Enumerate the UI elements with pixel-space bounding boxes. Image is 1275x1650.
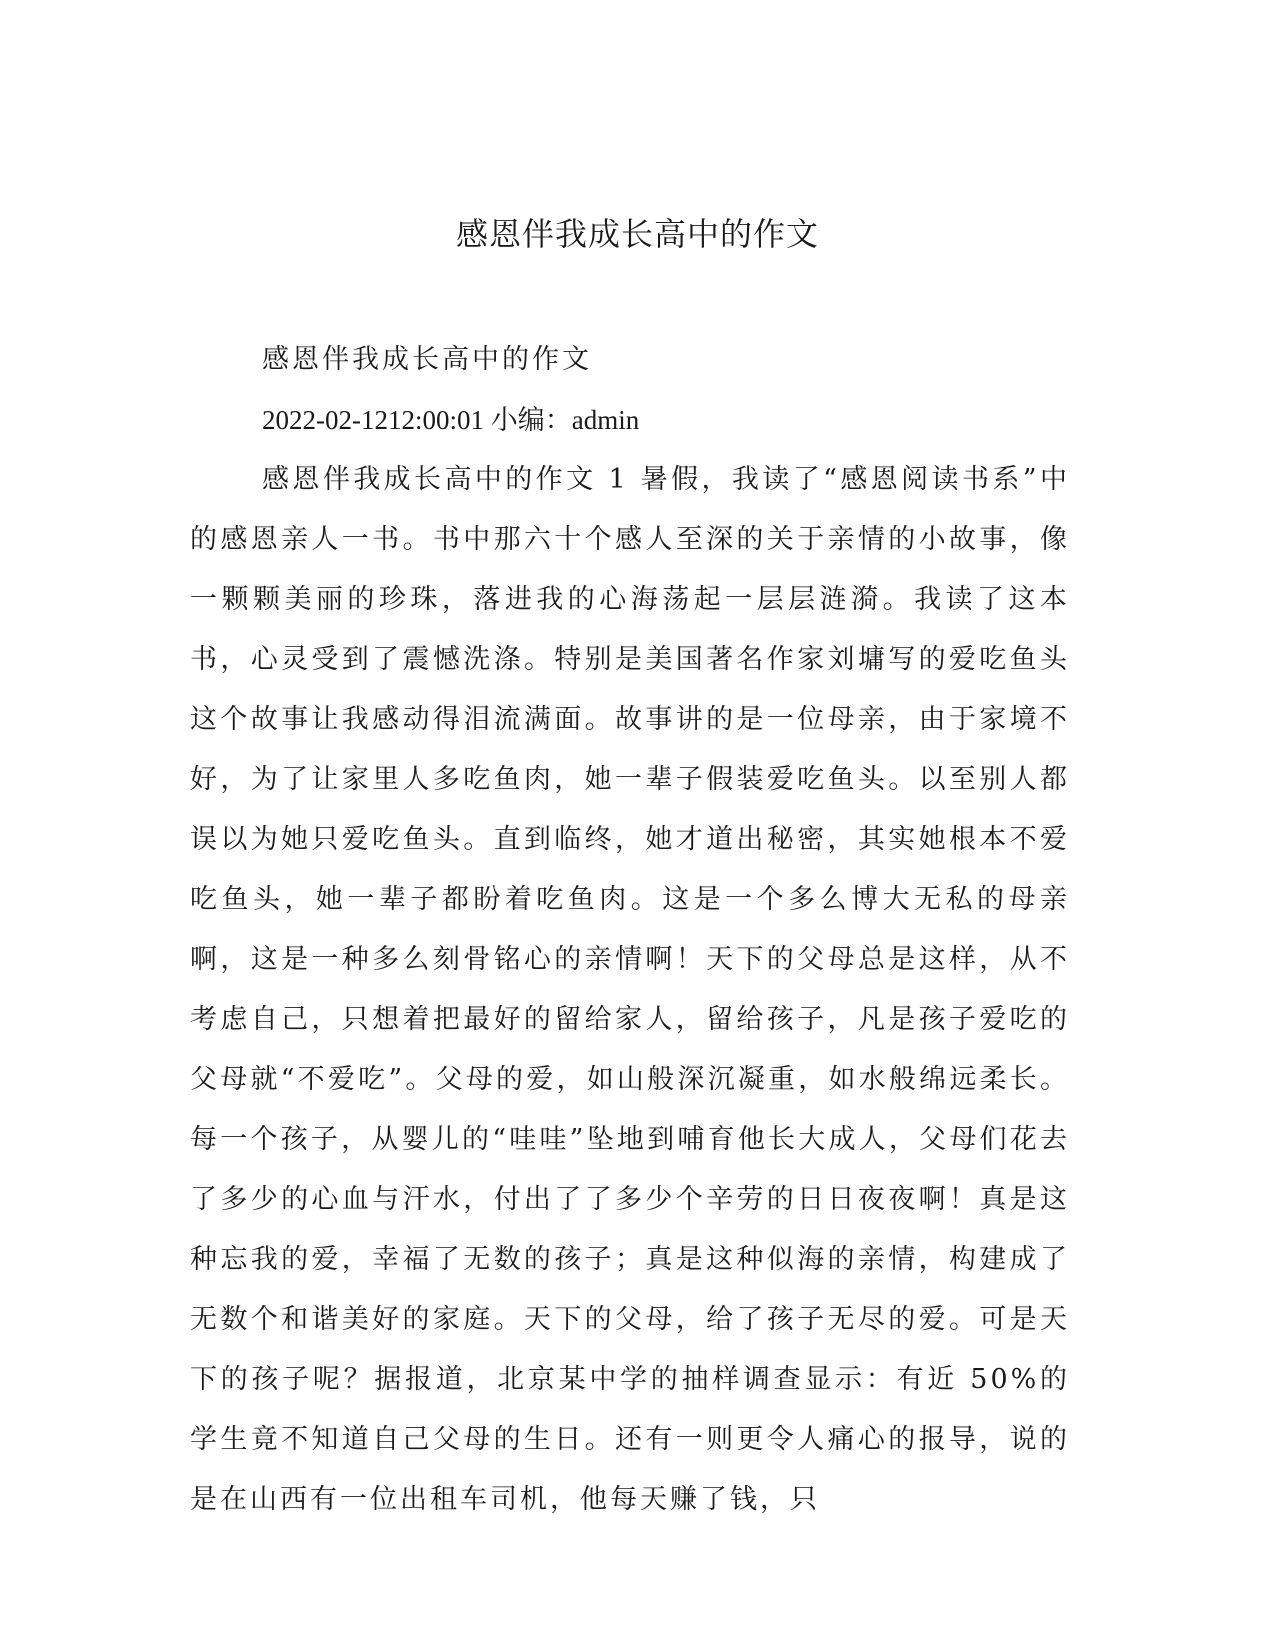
article-subtitle: 感恩伴我成长高中的作文 [262,344,592,375]
article-meta: 2022-02-1212:00:01 小编：admin [262,405,640,435]
article-paragraph: 感恩伴我成长高中的作文 1 暑假，我读了“感恩阅读书系”中的感恩亲人一书。书中那六十个感人至深的关于亲情的小故事，像一颗颗美丽的珍珠，落进我的心海荡起一层层涟漪。我读了这本书，心灵受到了震憾洗涤。特别是美国著名作家刘墉写的爱吃鱼头这个故事让我感动得泪流满面。故事讲的是一位母亲，由于家境不好，为了让家里人多吃鱼肉，她一辈子假装爱吃鱼头。以至别人都误以为她只爱吃鱼头。直到临终，她才道出秘密，其实她根本不爱吃鱼头，她一辈子都盼着吃鱼肉。这是一个多么博大无私的母亲啊，这是一种多么刻骨铭心的亲情啊！天下的父母总是这样，从不考虑自己，只想着把最好的留给家人，留给孩子，凡是孩子爱吃的父母就“不爱吃”。父母的爱，如山般深沉凝重，如水般绵远柔长。每一个孩子，从婴儿的“哇哇”坠地到哺育他长大成人，父母们花去了多少的心血与汗水，付出了了多少个辛劳的日日夜夜啊！真是这种忘我的爱，幸福了无数的孩子；真是这种似海的亲情，构建成了无数个和谐美好的家庭。天下的父母，给了孩子无尽的爱。可是天下的孩子呢？据报道，北京某中学的抽样调查显示：有近 50%的学生竟不知道自己父母的生日。还有一则更令人痛心的报导，说的是在山西有一位出租车司机，他每天赚了钱，只 [190,464,1070,1515]
document-title: 感恩伴我成长高中的作文 [455,215,819,253]
document-body [190,330,1070,1530]
